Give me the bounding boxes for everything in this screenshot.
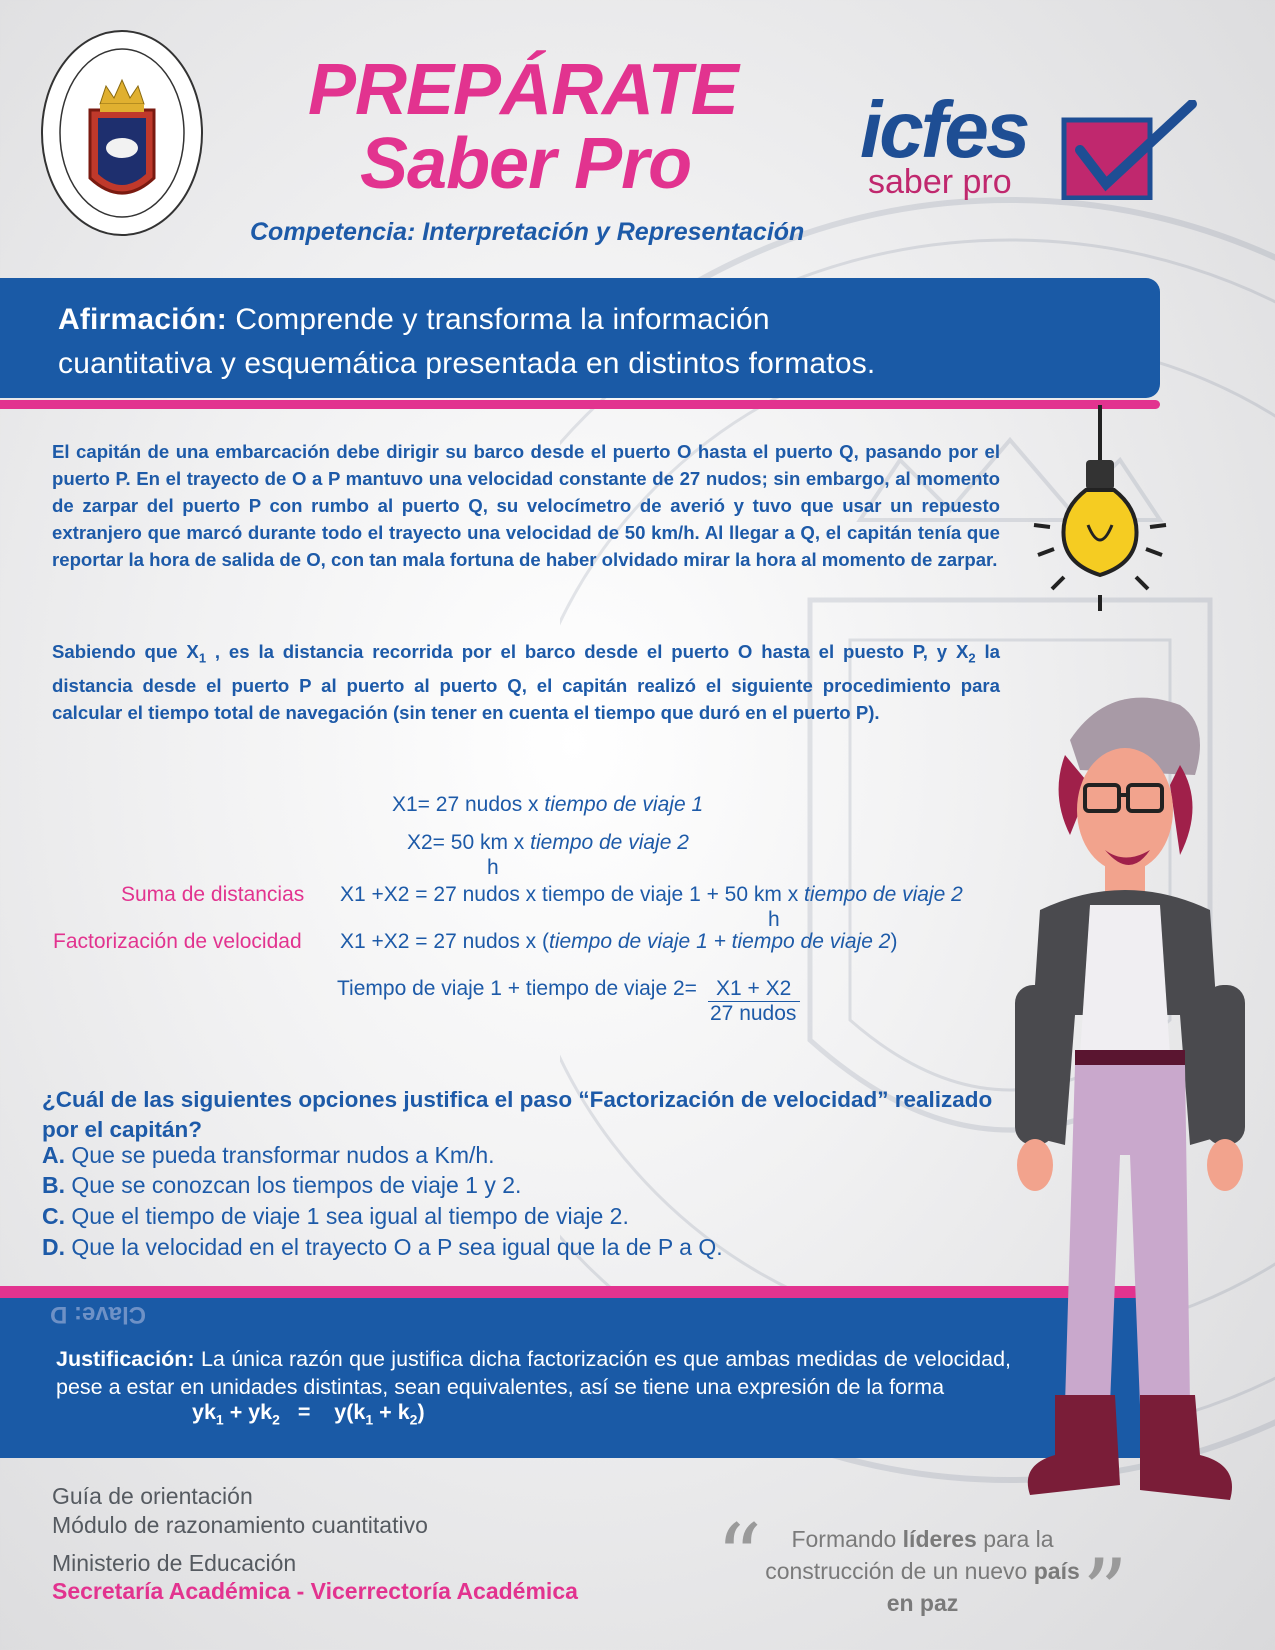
affirmation-text	[58, 298, 1138, 386]
affirmation-line1: Comprende y transforma la información	[226, 303, 770, 336]
formula-x1-a: X1= 27 nudos x	[392, 793, 545, 816]
option-c-text: Que el tiempo de viaje 1 sea igual al tiempo de viaje 2.	[65, 1203, 629, 1229]
option-c	[42, 1203, 1002, 1230]
quote-open-icon: “	[716, 1505, 763, 1610]
option-d-text: Que la velocidad en el trayecto O a P sea igual que la de P a Q.	[65, 1234, 723, 1260]
justification-pink-stripe	[0, 1286, 1140, 1298]
slogan-b: líderes	[902, 1526, 977, 1552]
formula-factorization	[340, 930, 897, 954]
option-b-text: Que se conozcan los tiempos de viaje 1 y 2.	[65, 1172, 522, 1198]
option-a-letter: A.	[42, 1142, 65, 1168]
expr-eq: = y(k	[279, 1400, 366, 1424]
label-velocity-factorization: Factorización de velocidad	[53, 930, 302, 953]
expr-plus-yk: + yk	[223, 1400, 273, 1424]
expr-yk: yk	[192, 1400, 216, 1424]
formula-sum-a: X1 +X2 = 27 nudos x tiempo de viaje 1 + 50 km x	[340, 883, 805, 906]
footer-line-2: Módulo de razonamiento cuantitativo	[52, 1512, 428, 1538]
answer-key-inverted: Clave: D	[50, 1301, 147, 1328]
formula-sum-b: tiempo de viaje 2	[804, 883, 963, 906]
justification-expression	[192, 1400, 425, 1427]
expr-sub-3: 1	[365, 1411, 374, 1428]
option-d	[42, 1234, 1002, 1261]
banner-pink-stripe	[0, 400, 1160, 409]
option-b	[42, 1172, 1002, 1199]
slogan	[755, 1523, 1090, 1619]
icfes-sub-text: saber pro	[868, 163, 1012, 201]
para2-part-c: la distancia desde el puerto P al puerto al puerto Q, el capitán realizó el siguiente procedimiento para calcular el tiempo total de navegación (sin tener en cuenta el tiempo que duró en el puerto P).	[52, 641, 1000, 723]
justification-label: Justificación:	[56, 1347, 195, 1371]
slogan-c: para la construcción de un nuevo	[765, 1526, 1054, 1584]
lightbulb-icon	[1030, 405, 1170, 615]
formula-x2-b: tiempo de viaje 2	[530, 831, 689, 854]
quote-close-icon: ”	[1082, 1540, 1129, 1645]
affirmation-label: Afirmación:	[58, 303, 227, 336]
check-icon	[1060, 100, 1200, 200]
affirmation-line2: cuantitativa y esquemática presentada en distintos formatos.	[58, 347, 876, 380]
icfes-brand-text: icfes	[860, 85, 1028, 174]
slogan-a: Formando	[791, 1526, 903, 1552]
formula-fact-a: X1 +X2 = 27 nudos x (	[340, 930, 549, 953]
formula-total-a: Tiempo de viaje 1 + tiempo de viaje 2=	[337, 977, 697, 1000]
expr-end: )	[417, 1400, 425, 1424]
problem-paragraph-2	[52, 638, 1000, 726]
formula-fact-b: tiempo de viaje 1 + tiempo de viaje 2	[548, 930, 891, 953]
formula-sum	[340, 883, 963, 907]
problem-paragraph-1: El capitán de una embarcación debe dirigir su barco desde el puerto O hasta el puerto Q, pasando por el puerto P. En el trayecto de O a P mantuvo una velocidad constante de 27 nudos; sin embargo, al momento de zarpar del puerto P con rumbo al puerto Q, su velocímetro de averió y tuvo que usar un repuesto extranjero que marcó durante todo el trayecto una velocidad de 50 km/h. Al llegar a Q, el capitán tenía que reportar la hora de salida de O, con tan mala fortuna de haber olvidado mirar la hora al momento de zarpar.	[52, 441, 1000, 570]
expr-sub-4: 2	[409, 1411, 418, 1428]
formula-total-denominator: 27 nudos	[710, 1002, 797, 1025]
para2-sub-1: 1	[198, 650, 207, 666]
footer-line-4: Secretaría Académica - Vicerrectoría Académica	[52, 1578, 578, 1604]
para2-sub-2: 2	[968, 650, 976, 666]
expr-sub-2: 2	[272, 1411, 280, 1428]
slogan-d: país en paz	[886, 1558, 1080, 1616]
title-line-1: PREPÁRATE	[308, 50, 738, 130]
icfes-logo	[860, 85, 1230, 220]
option-d-letter: D.	[42, 1234, 65, 1260]
justification-text	[56, 1345, 1011, 1401]
title-line-2: Saber Pro	[360, 124, 692, 204]
formula-x2-unit-den: h	[487, 856, 499, 879]
expr-plus-k: + k	[373, 1400, 410, 1424]
para2-part-a: Sabiendo que X	[52, 641, 199, 662]
formula-x1-b: tiempo de viaje 1	[544, 793, 704, 816]
university-logo	[38, 28, 206, 238]
formula-fact-c: )	[890, 930, 898, 953]
formula-total-time	[337, 977, 697, 1001]
option-a-text: Que se pueda transformar nudos a Km/h.	[65, 1142, 495, 1168]
footer-line-3: Ministerio de Educación	[52, 1550, 297, 1576]
para2-part-b: , es la distancia recorrida por el barco desde el puerto O hasta el puesto P, y X	[206, 641, 969, 662]
expr-sub-1: 1	[215, 1411, 224, 1428]
student-character-illustration	[1010, 685, 1270, 1515]
option-c-letter: C.	[42, 1203, 65, 1229]
formula-sum-unit-den: h	[768, 908, 780, 931]
formula-x2-a: X2= 50 km x	[407, 831, 531, 854]
label-sum-of-distances: Suma de distancias	[121, 883, 305, 906]
formula-total-numerator: X1 + X2	[716, 977, 792, 1000]
option-b-letter: B.	[42, 1172, 65, 1198]
formula-x1	[392, 793, 703, 817]
question-text: ¿Cuál de las siguientes opciones justifica el paso “Factorización de velocidad” realizado por el capitán?	[42, 1087, 993, 1142]
footer-line-1: Guía de orientación	[52, 1483, 253, 1509]
justification-body: La única razón que justifica dicha factorización es que ambas medidas de velocidad, pese a estar en unidades distintas, sean equivalentes, así se tiene una expresión de la forma	[56, 1347, 1011, 1399]
formula-x2	[407, 831, 689, 855]
option-a	[42, 1142, 1002, 1169]
competence-subtitle: Competencia: Interpretación y Representación	[250, 218, 805, 246]
